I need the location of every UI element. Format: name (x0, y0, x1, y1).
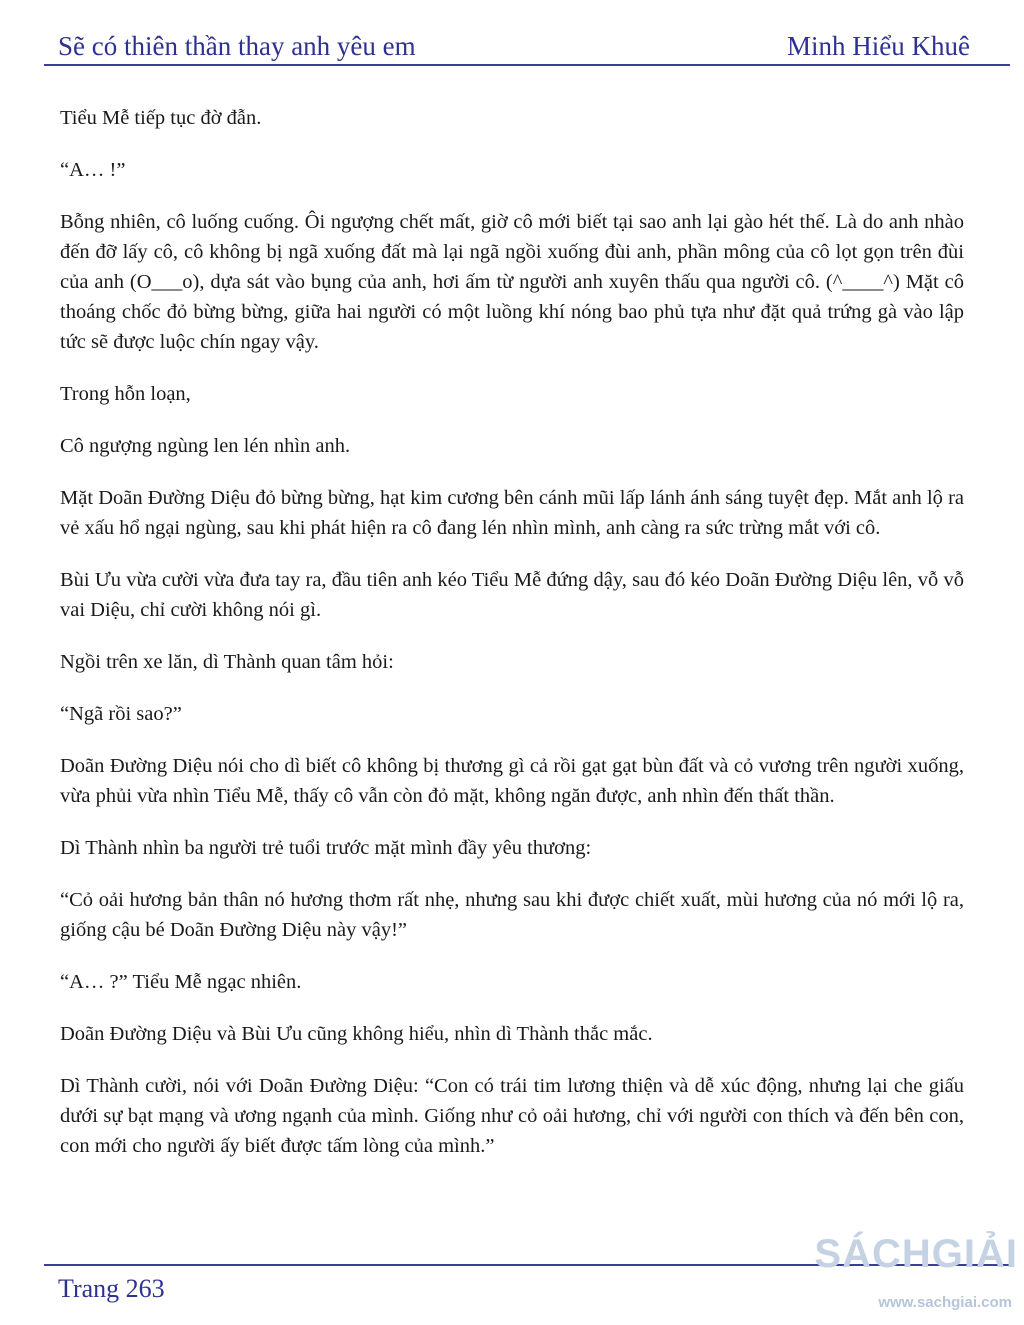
paragraph: Ngồi trên xe lăn, dì Thành quan tâm hỏi: (60, 651, 394, 673)
watermark-logo: SÁCHGIẢI (814, 1232, 1018, 1276)
paragraph: Bỗng nhiên, cô luống cuống. Ôi ngượng chết mất, giờ cô mới biết tại sao anh lại gào hét thế. Là do anh nhào đến đỡ lấy cô, cô không bị ngã xuống đất mà lại ngã ngồi xuống đùi anh, phần mông của cô lọt gọn trên đùi của anh (O___o), dựa sát vào bụng của anh, hơi ấm từ người anh xuyên thấu qua người cô. (^____^) Mặt cô thoáng chốc đỏ bừng bừng, giữa hai người có một luồng khí nóng bao phủ tựa như đặt quả trứng gà vào lập tức sẽ được luộc chín ngay vậy. (60, 211, 964, 353)
book-title: Sẽ có thiên thần thay anh yêu em (58, 31, 416, 61)
paragraph: “Cỏ oải hương bản thân nó hương thơm rất nhẹ, nhưng sau khi được chiết xuất, mùi hương của nó mới lộ ra, giống cậu bé Doãn Đường Diệu này vậy!” (60, 889, 964, 941)
paragraph: Dì Thành cười, nói với Doãn Đường Diệu: “Con có trái tim lương thiện và dễ xúc động, nhưng lại che giấu dưới sự bạt mạng và ương ngạnh của mình. Giống như cỏ oải hương, chỉ với người con thích và đến bên con, con mới cho người ấy biết được tấm lòng của mình.” (60, 1075, 964, 1157)
paragraph: Doãn Đường Diệu và Bùi Ưu cũng không hiểu, nhìn dì Thành thắc mắc. (60, 1023, 653, 1045)
watermark (814, 1232, 1018, 1320)
paragraph: Dì Thành nhìn ba người trẻ tuổi trước mặt mình đầy yêu thương: (60, 837, 592, 859)
page-header (58, 22, 970, 62)
header-divider (44, 64, 1010, 66)
paragraph: “A… !” (60, 159, 126, 181)
paragraph: Cô ngượng ngùng len lén nhìn anh. (60, 435, 351, 457)
paragraph: Trong hỗn loạn, (60, 383, 191, 405)
paragraph: Tiểu Mễ tiếp tục đờ đẫn. (60, 107, 262, 129)
page-body (60, 103, 964, 1183)
paragraph: “Ngã rồi sao?” (60, 703, 182, 725)
page-number: Trang 263 (58, 1274, 165, 1303)
paragraph: Bùi Ưu vừa cười vừa đưa tay ra, đầu tiên anh kéo Tiểu Mễ đứng dậy, sau đó kéo Doãn Đường Diệu lên, vỗ vỗ vai Diệu, chỉ cười không nói gì. (60, 569, 964, 621)
author-name: Minh Hiểu Khuê (787, 31, 970, 61)
paragraph: Doãn Đường Diệu nói cho dì biết cô không bị thương gì cả rồi gạt gạt bùn đất và cỏ vương trên người xuống, vừa phủi vừa nhìn Tiểu Mễ, thấy cô vẫn còn đỏ mặt, không ngăn được, anh nhìn đến thất thần. (60, 755, 964, 807)
paragraph: Mặt Doãn Đường Diệu đỏ bừng bừng, hạt kim cương bên cánh mũi lấp lánh ánh sáng tuyệt đẹp. Mắt anh lộ ra vẻ xấu hổ ngại ngùng, sau khi phát hiện ra cô đang lén nhìn mình, anh càng ra sức trừng mắt với cô. (60, 487, 964, 539)
watermark-url: www.sachgiai.com (878, 1294, 1012, 1311)
paragraph: “A… ?” Tiểu Mễ ngạc nhiên. (60, 971, 302, 993)
